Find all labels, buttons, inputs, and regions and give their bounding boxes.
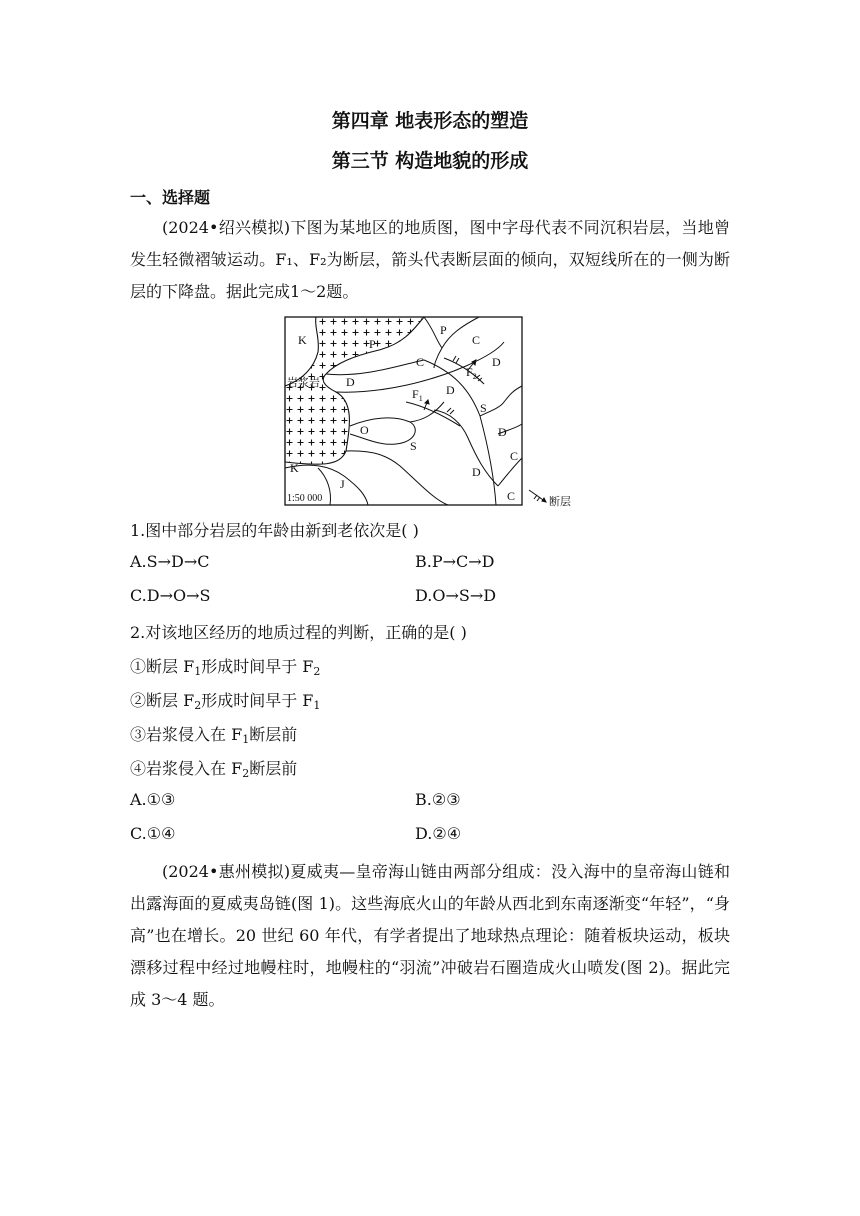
geologic-map [284, 316, 594, 510]
q1-option-d[interactable]: D.O→S→D [415, 586, 497, 605]
label-d-bottom: D [472, 465, 481, 479]
label-k-bottom: K [290, 461, 299, 475]
q1-stem: 1.图中部分岩层的年龄由新到老依次是( ) [130, 521, 419, 540]
q2-option-c[interactable]: C.①④ [130, 824, 176, 843]
label-o: O [360, 423, 369, 437]
q1-option-b[interactable]: B.P→C→D [415, 552, 495, 571]
label-j: J [340, 477, 345, 491]
intro-paragraph-1: (2024•绍兴模拟)下图为某地区的地质图，图中字母代表不同沉积岩层，当地曾发生轻微褶皱运动。F₁、F₂为断层，箭头代表断层面的倾向，双短线所在的一侧为断层的下降盘。据此完成1～2题。 [130, 218, 730, 301]
label-p-left: P [369, 337, 376, 351]
q2-statement-3: ③岩浆侵入在 $F_1$断层前 [130, 725, 298, 746]
q2-statement-1: ①断层 $F_1$形成时间早于 $F_2$ [130, 657, 321, 678]
label-s-right: S [480, 401, 487, 415]
label-c-bottom: C [507, 489, 516, 503]
label-k-top: K [298, 333, 307, 347]
q2-option-b[interactable]: B.②③ [415, 790, 461, 809]
label-d-top: D [492, 355, 501, 369]
label-p-right: P [440, 323, 447, 337]
q1-option-c[interactable]: C.D→O→S [130, 586, 211, 605]
label-f1: $F_1$ [412, 387, 423, 403]
magma-label: 岩浆岩 [287, 376, 320, 389]
label-s-left: S [410, 439, 417, 453]
part-title: 一、选择题 [130, 188, 211, 207]
q2-option-a[interactable]: A.①③ [130, 790, 176, 809]
chapter-title: 第四章 地表形态的塑造 [331, 110, 529, 132]
label-f2: $F_2$ [466, 365, 477, 381]
q2-statement-4: ④岩浆侵入在 $F_2$断层前 [130, 759, 298, 780]
q1-option-a[interactable]: A.S→D→C [130, 552, 210, 571]
legend-fault-label: 断层 [549, 495, 571, 508]
q2-statement-2: ②断层 $F_2$形成时间早于 $F_1$ [130, 691, 321, 712]
label-c-right: C [510, 449, 519, 463]
label-c-mid: C [416, 355, 425, 369]
intro-paragraph-2: (2024•惠州模拟)夏威夷—皇帝海山链由两部分组成：没入海中的皇帝海山链和出露海面的夏威夷岛链(图 1)。这些海底火山的年龄从西北到东南逐渐变“年轻”，“身高”也在增长。20 世纪 60 年代，有学者提出了地球热点理论：随着板块运动，板块漂移过程中经过地幔柱时，地幔柱的“羽流”冲破岩石圈造成火山喷发(图 2)。据此完成 3～4 题。 [130, 862, 730, 1009]
section-title: 第三节 构造地貌的形成 [331, 150, 529, 172]
map-scale: 1:50 000 [287, 493, 323, 504]
q2-stem: 2.对该地区经历的地质过程的判断，正确的是( ) [130, 623, 467, 642]
label-d-right: D [498, 425, 507, 439]
q2-option-d[interactable]: D.②④ [415, 824, 462, 843]
label-c-top: C [472, 333, 481, 347]
label-d-left: D [346, 375, 355, 389]
label-d-mid: D [446, 383, 455, 397]
legend-fault-symbol [529, 490, 546, 502]
